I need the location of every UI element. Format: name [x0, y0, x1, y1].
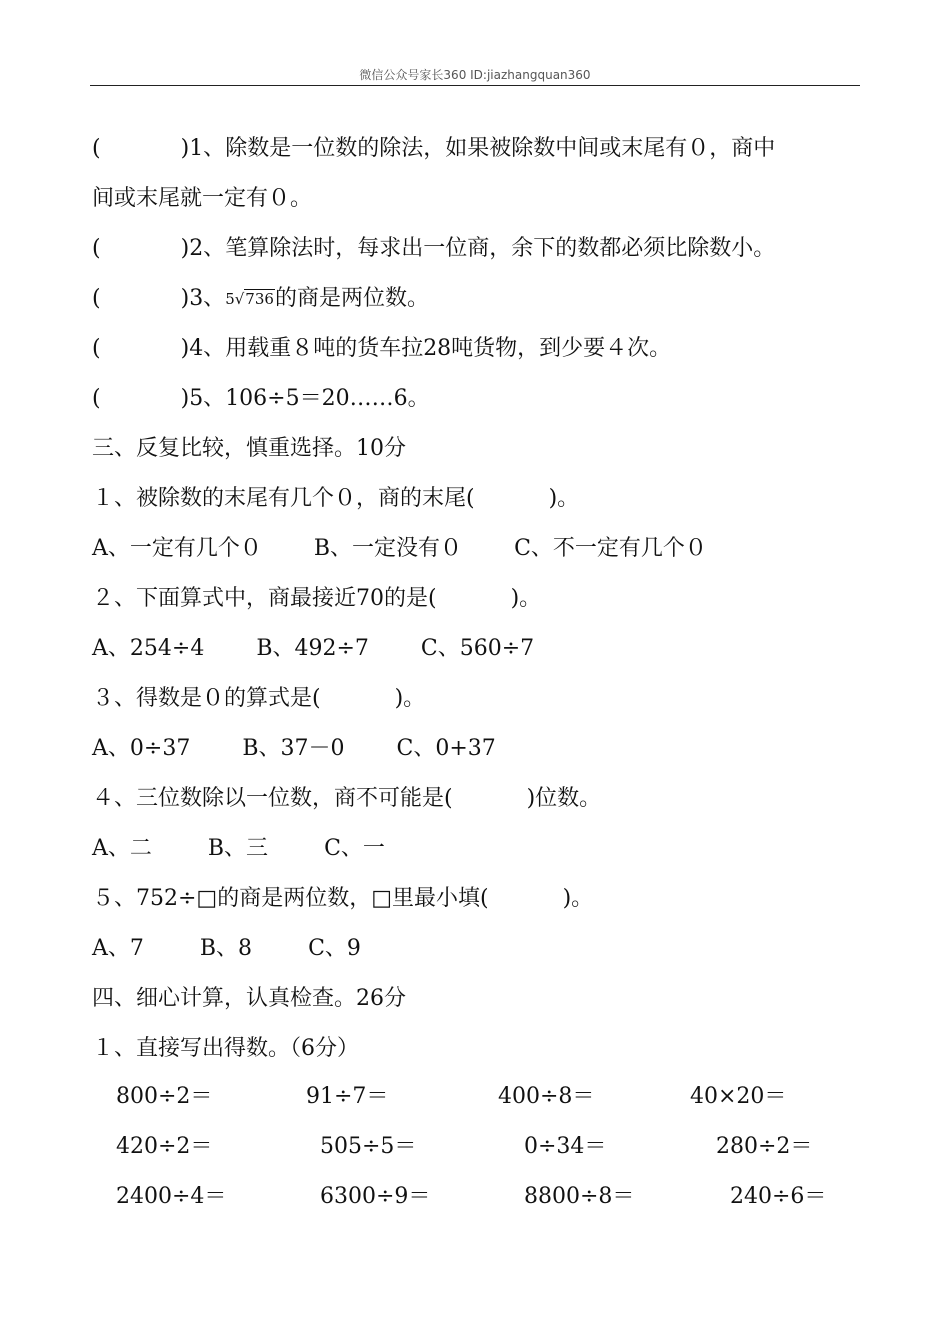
- question-2-options: A、254÷4 B、492÷7 C、560÷7: [92, 636, 535, 661]
- question-5: ５、752÷□的商是两位数，□里最小填( )。: [92, 886, 594, 911]
- calc-item: 40×20＝: [690, 1084, 787, 1109]
- calc-item: 400÷8＝: [498, 1084, 595, 1109]
- judgement-item-1: ( )1、除数是一位数的除法，如果被除数中间或末尾有０，商中: [92, 136, 776, 161]
- question-4-options: A、二 B、三 C、一: [92, 836, 385, 861]
- section4-sub1: １、直接写出得数。（6分）: [92, 1036, 359, 1061]
- section3-title: 三、反复比较，慎重选择。10分: [92, 436, 406, 461]
- question-5-options: A、7 B、8 C、9: [92, 936, 361, 961]
- question-3-options: A、0÷37 B、37－0 C、0+37: [92, 736, 496, 761]
- calc-item: 280÷2＝: [716, 1134, 813, 1159]
- judgement-item-2: ( )2、笔算除法时，每求出一位商，余下的数都必须比除数小。: [92, 236, 776, 261]
- calc-item: 91÷7＝: [306, 1084, 389, 1109]
- page-header: 微信公众号家长360 ID:jiazhangquan360: [359, 68, 591, 82]
- question-3: ３、得数是０的算式是( )。: [92, 686, 426, 711]
- calc-item: 240÷6＝: [730, 1184, 827, 1209]
- calc-item: 6300÷9＝: [320, 1184, 431, 1209]
- calc-item: 800÷2＝: [116, 1084, 213, 1109]
- question-2: ２、下面算式中，商最接近70的是( )。: [92, 586, 542, 611]
- calc-item: 8800÷8＝: [524, 1184, 635, 1209]
- judgement-item-5: ( )5、106÷5＝20……6。: [92, 386, 430, 411]
- long-division-expression: 5√736: [225, 290, 274, 308]
- question-4: ４、三位数除以一位数，商不可能是( )位数。: [92, 786, 602, 811]
- calc-item: 2400÷4＝: [116, 1184, 227, 1209]
- calc-item: 420÷2＝: [116, 1134, 213, 1159]
- section4-title: 四、细心计算，认真检查。26分: [92, 986, 406, 1011]
- question-1-options: A、一定有几个０ B、一定没有０ C、不一定有几个０: [92, 536, 707, 561]
- calc-item: 505÷5＝: [320, 1134, 417, 1159]
- calc-item: 0÷34＝: [524, 1134, 607, 1159]
- header-rule: [90, 85, 860, 86]
- question-1: １、被除数的末尾有几个０，商的末尾( )。: [92, 486, 580, 511]
- judgement-item-4: ( )4、用载重８吨的货车拉28吨货物，到少要４次。: [92, 336, 672, 361]
- judgement-item-3: ( )3、5√736的商是两位数。: [92, 284, 429, 314]
- judgement-item-1-cont: 间或末尾就一定有０。: [92, 186, 313, 211]
